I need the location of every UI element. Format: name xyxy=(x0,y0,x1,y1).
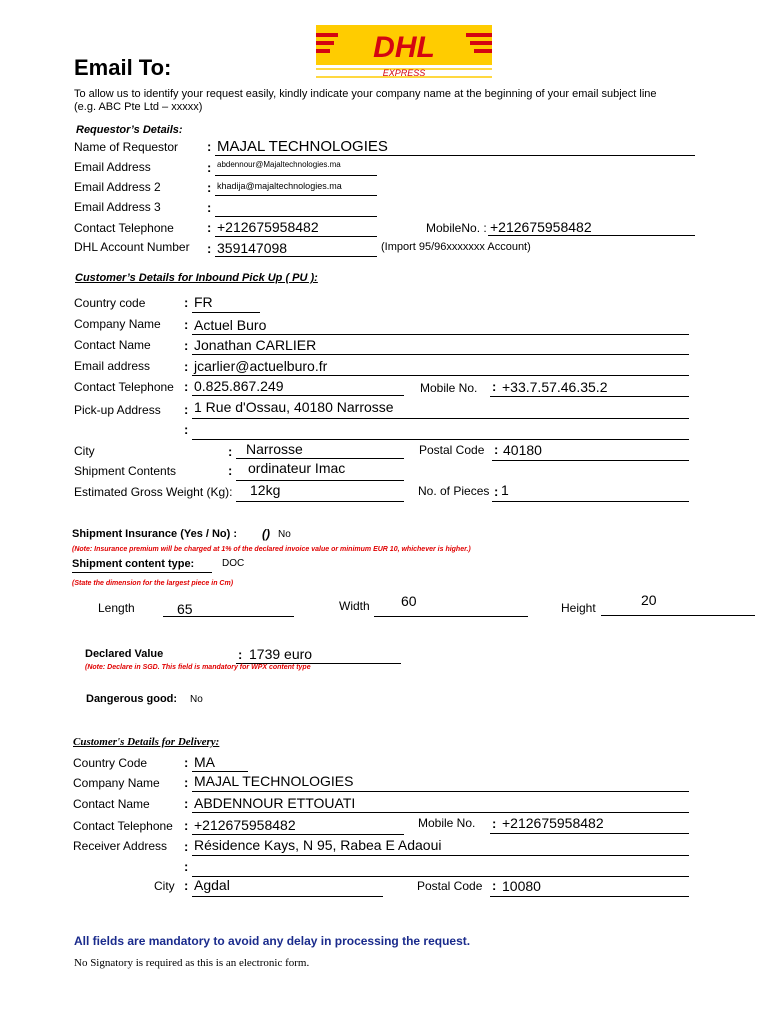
colon: : xyxy=(184,338,189,353)
colon: : xyxy=(494,484,499,499)
requestor-email-label: Email Address xyxy=(74,160,151,174)
colon: : xyxy=(492,379,497,394)
requestor-email3-label: Email Address 3 xyxy=(74,200,161,214)
colon: : xyxy=(184,878,189,893)
dhl-logo-sub: EXPRESS xyxy=(382,68,426,78)
delivery-country-field[interactable]: MA xyxy=(194,754,215,770)
underline xyxy=(490,833,689,834)
colon: : xyxy=(184,402,189,417)
pickup-mobile-label: Mobile No. xyxy=(420,381,478,395)
insurance-note: (Note: Insurance premium will be charged at 1% of the declared invoice value or minimum EUR 10, whichever is higher.) xyxy=(72,546,471,553)
height-field[interactable]: 20 xyxy=(641,592,657,608)
delivery-company-field[interactable]: MAJAL TECHNOLOGIES xyxy=(194,773,354,789)
underline xyxy=(488,235,695,236)
underline xyxy=(215,216,377,217)
underline xyxy=(192,439,689,440)
underline xyxy=(192,896,383,897)
mandatory-notice: All fields are mandatory to avoid any delay in processing the request. xyxy=(74,934,471,948)
requestor-mobile-field[interactable]: +212675958482 xyxy=(490,219,592,235)
dhl-logo-text: DHL xyxy=(373,31,435,64)
pickup-contents-field[interactable]: ordinateur Imac xyxy=(248,460,346,476)
colon: : xyxy=(184,755,189,770)
pickup-country-field[interactable]: FR xyxy=(194,294,213,310)
colon: : xyxy=(207,160,212,175)
pickup-contact-field[interactable]: Jonathan CARLIER xyxy=(194,337,317,353)
colon: : xyxy=(492,816,497,831)
colon: : xyxy=(184,379,189,394)
colon: : xyxy=(207,220,212,235)
delivery-city-label: City xyxy=(154,879,175,893)
underline xyxy=(490,396,689,397)
dimension-note: (State the dimension for the largest piece in Cm) xyxy=(72,580,234,587)
account-note: (Import 95/96xxxxxxx Account) xyxy=(381,241,531,253)
width-label: Width xyxy=(339,599,370,613)
delivery-address-label: Receiver Address xyxy=(73,839,168,853)
pickup-phone-field[interactable]: 0.825.867.249 xyxy=(194,378,284,394)
colon: : xyxy=(492,878,497,893)
pickup-company-field[interactable]: Actuel Buro xyxy=(194,317,267,333)
pickup-city-field[interactable]: Narrosse xyxy=(246,441,303,457)
underline xyxy=(492,501,689,502)
underline xyxy=(163,616,294,617)
colon: : xyxy=(184,859,189,874)
declared-value-label: Declared Value xyxy=(85,648,164,660)
colon: : xyxy=(207,139,212,154)
colon: : xyxy=(184,818,189,833)
colon: : xyxy=(184,839,189,854)
pickup-pieces-field[interactable]: 1 xyxy=(501,482,509,498)
width-field[interactable]: 60 xyxy=(401,593,417,609)
colon: : xyxy=(207,200,212,215)
page-title: Email To: xyxy=(74,55,172,80)
underline xyxy=(215,236,377,237)
delivery-address-field[interactable]: Résidence Kays, N 95, Rabea E Adaoui xyxy=(194,837,442,853)
length-label: Length xyxy=(98,601,135,615)
pickup-email-field[interactable]: jcarlier@actuelburo.fr xyxy=(194,358,328,374)
height-label: Height xyxy=(561,601,596,615)
colon: : xyxy=(184,359,189,374)
delivery-phone-label: Contact Telephone xyxy=(73,819,173,833)
delivery-heading: Customer's Details for Delivery: xyxy=(73,736,220,748)
underline xyxy=(192,418,689,419)
pickup-address-label: Pick-up Address xyxy=(74,403,161,417)
intro-line-2: (e.g. ABC Pte Ltd – xxxxx) xyxy=(74,101,203,113)
colon: : xyxy=(228,444,233,459)
underline xyxy=(192,395,404,396)
underline xyxy=(236,458,404,459)
colon: : xyxy=(494,442,499,457)
delivery-mobile-label: Mobile No. xyxy=(418,816,476,830)
colon: : xyxy=(184,295,189,310)
underline xyxy=(490,896,689,897)
underline xyxy=(192,855,689,856)
requestor-heading: Requestor’s Details: xyxy=(76,124,183,136)
requestor-mobile-label: MobileNo. : xyxy=(426,221,487,235)
underline xyxy=(215,175,377,176)
pickup-country-label: Country code xyxy=(74,296,146,310)
pickup-weight-field[interactable]: 12kg xyxy=(250,482,281,498)
dangerous-good-field[interactable]: No xyxy=(190,694,203,705)
dhl-logo xyxy=(316,25,492,78)
underline xyxy=(192,771,248,772)
pickup-city-label: City xyxy=(74,444,95,458)
pickup-mobile-field[interactable]: +33.7.57.46.35.2 xyxy=(502,379,608,395)
pickup-phone-label: Contact Telephone xyxy=(74,380,174,394)
insurance-paren: () xyxy=(262,527,270,541)
insurance-label: Shipment Insurance (Yes / No) : xyxy=(72,528,238,540)
colon: : xyxy=(228,463,233,478)
underline xyxy=(192,791,689,792)
declared-value-field[interactable]: 1739 euro xyxy=(249,646,313,662)
account-number-label: DHL Account Number xyxy=(74,240,190,254)
requestor-name-field[interactable]: MAJAL TECHNOLOGIES xyxy=(217,138,388,155)
declared-note: (Note: Declare in SGD. This field is mandatory for WPX content type xyxy=(85,664,311,671)
signatory-notice: No Signatory is required as this is an electronic form. xyxy=(74,957,310,969)
content-type-label: Shipment content type: xyxy=(72,558,195,570)
colon: : xyxy=(184,422,189,437)
delivery-postal-label: Postal Code xyxy=(417,879,483,893)
requestor-email-field[interactable]: abdennour@Majaltechnologies.ma xyxy=(217,160,341,169)
colon: : xyxy=(238,647,243,662)
underline xyxy=(492,460,689,461)
content-type-field[interactable]: DOC xyxy=(222,558,245,569)
underline xyxy=(192,334,689,335)
insurance-field[interactable]: No xyxy=(278,529,291,540)
pickup-email-label: Email address xyxy=(74,359,151,373)
underline xyxy=(236,501,404,502)
colon: : xyxy=(184,796,189,811)
delivery-phone-field[interactable]: +212675958482 xyxy=(194,817,296,833)
underline xyxy=(236,480,404,481)
delivery-contact-field[interactable]: ABDENNOUR ETTOUATI xyxy=(194,795,356,811)
underline xyxy=(192,876,689,877)
colon: : xyxy=(184,317,189,332)
delivery-city-field[interactable]: Agdal xyxy=(194,877,230,893)
length-field[interactable]: 65 xyxy=(177,601,193,617)
requestor-email2-label: Email Address 2 xyxy=(74,180,161,194)
pickup-address-field[interactable]: 1 Rue d'Ossau, 40180 Narrosse xyxy=(194,399,394,415)
pickup-postal-label: Postal Code xyxy=(419,443,485,457)
account-number-field[interactable]: 359147098 xyxy=(217,240,288,256)
pickup-pieces-label: No. of Pieces xyxy=(418,484,490,498)
requestor-phone-label: Contact Telephone xyxy=(74,221,174,235)
delivery-contact-label: Contact Name xyxy=(73,797,150,811)
underline xyxy=(192,812,689,813)
intro-line-1: To allow us to identify your request easily, kindly indicate your company name at the beginning of your email subject line xyxy=(74,88,657,100)
underline xyxy=(215,195,377,196)
delivery-company-label: Company Name xyxy=(73,776,160,790)
underline xyxy=(215,155,695,156)
underline xyxy=(192,834,404,835)
delivery-postal-field[interactable]: 10080 xyxy=(502,878,541,894)
delivery-mobile-field[interactable]: +212675958482 xyxy=(502,815,604,831)
colon: : xyxy=(184,775,189,790)
pickup-postal-field[interactable]: 40180 xyxy=(503,442,542,458)
colon: : xyxy=(207,241,212,256)
pickup-heading: Customer’s Details for Inbound Pick Up ( PU ): xyxy=(75,272,318,284)
pickup-weight-label: Estimated Gross Weight (Kg): xyxy=(74,485,233,499)
requestor-email2-field[interactable]: khadija@majaltechnologies.ma xyxy=(217,181,342,191)
dhl-logo-icon xyxy=(316,25,492,78)
underline xyxy=(374,616,528,617)
underline xyxy=(192,312,260,313)
colon: : xyxy=(207,180,212,195)
requestor-name-label: Name of Requestor xyxy=(74,140,179,154)
underline xyxy=(192,375,689,376)
delivery-country-label: Country Code xyxy=(73,756,148,770)
underline xyxy=(192,354,689,355)
requestor-phone-field[interactable]: +212675958482 xyxy=(217,219,319,235)
pickup-company-label: Company Name xyxy=(74,317,161,331)
underline xyxy=(215,256,377,257)
underline xyxy=(72,572,212,573)
pickup-contact-label: Contact Name xyxy=(74,338,151,352)
underline xyxy=(601,615,755,616)
dangerous-good-label: Dangerous good: xyxy=(86,693,178,705)
pickup-contents-label: Shipment Contents xyxy=(74,464,177,478)
